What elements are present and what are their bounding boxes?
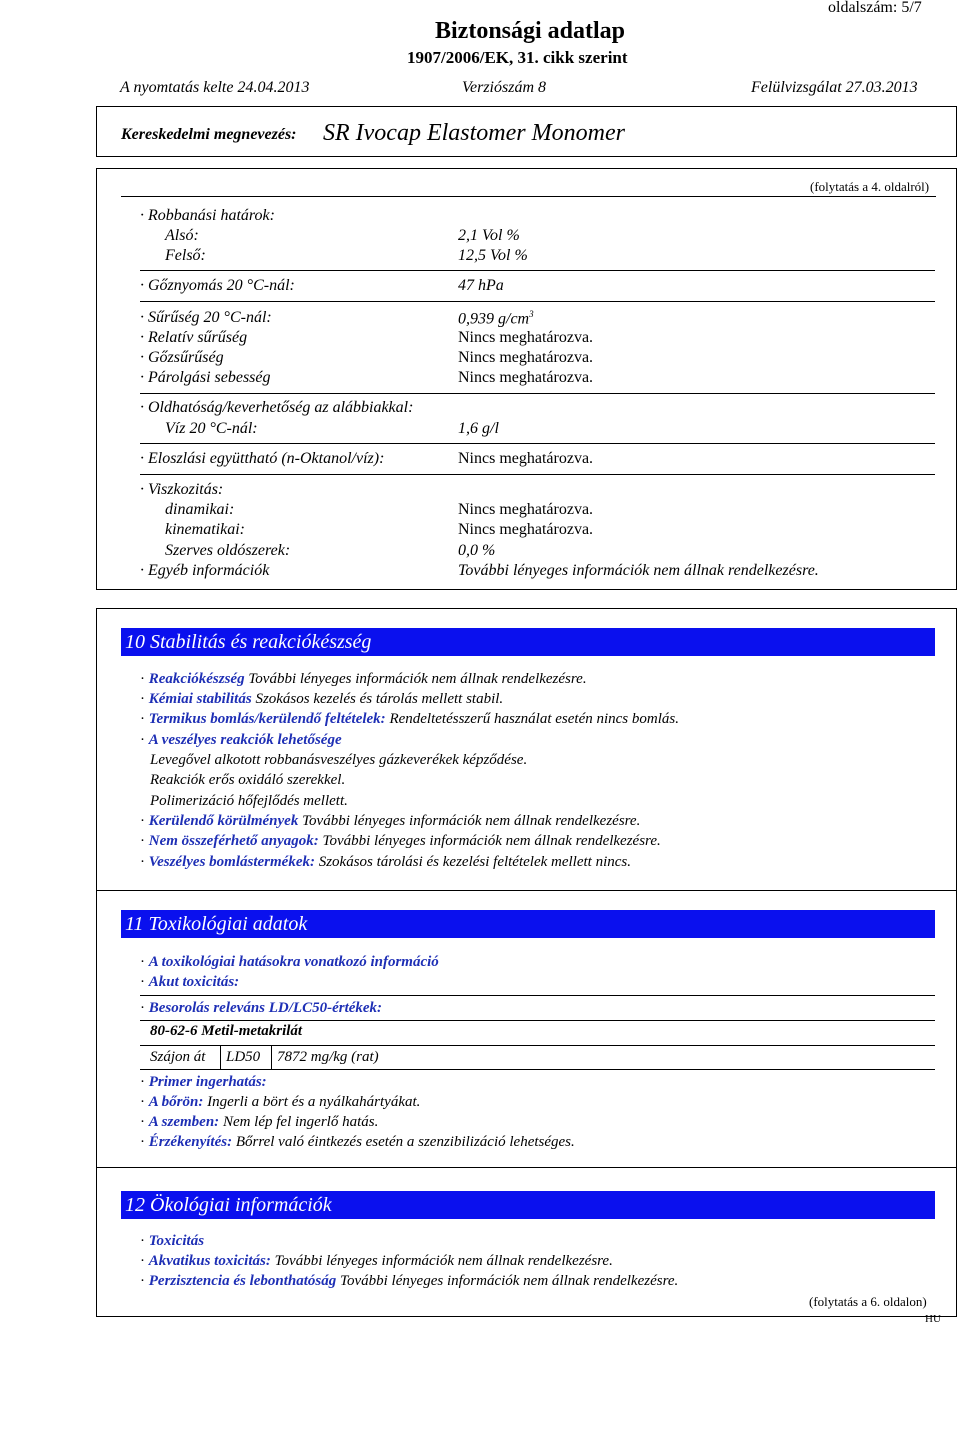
- sensitisation-line: · Érzékenyítés: Bőrrel való éintkezés esetén a szenzibilizáció lehetséges.: [140, 1134, 575, 1150]
- chemical-stability-line: · Kémiai stabilitás Szokásos kezelés és tárolás mellett stabil.: [140, 691, 504, 707]
- upper-limit-label: Felső:: [165, 247, 206, 264]
- incompatible-materials-line: · Nem összeférhető anyagok: További lényeges információk nem állnak rendelkezésre.: [140, 833, 661, 849]
- tox-info-label: · A toxikológiai hatásokra vonatkozó információ: [140, 954, 439, 970]
- persistence-line: · Perzisztencia és lebonthatóság További lényeges információk nem állnak rendelkezésre.: [140, 1273, 679, 1289]
- conditions-to-avoid-line: · Kerülendő körülmények További lényeges információk nem állnak rendelkezésre.: [140, 813, 641, 829]
- skin-effect-line: · A bőrön: Ingerli a bört és a nyálkahártyákat.: [140, 1094, 421, 1110]
- ld-values-label: · Besorolás releváns LD/LC50-értékek:: [140, 1000, 383, 1016]
- vapour-density-value: Nincs meghatározva.: [458, 349, 594, 366]
- divider: [140, 1045, 935, 1046]
- continued-on-note: (folytatás a 6. oldalon): [809, 1294, 927, 1309]
- hazardous-reaction-1: Levegővel alkotott robbanásveszélyes gázkeverékek képződése.: [150, 752, 528, 768]
- thermal-decomposition-line: · Termikus bomlás/kerülendő feltételek: Rendeltetésszerű használat esetén nincs bomlás.: [140, 711, 679, 727]
- divider: [140, 1069, 935, 1070]
- kinematic-viscosity-label: kinematikai:: [165, 521, 245, 538]
- section-10-heading: 10 Stabilitás és reakciókészség: [121, 628, 935, 656]
- hazardous-reactions-label: · A veszélyes reakciók lehetősége: [140, 732, 342, 748]
- explosion-limits-label: · Robbanási határok:: [140, 207, 275, 224]
- relative-density-label: · Relatív sűrűség: [140, 329, 248, 346]
- lower-limit-value: 2,1 Vol %: [458, 227, 520, 244]
- vapour-pressure-value: 47 hPa: [458, 277, 504, 294]
- evaporation-value: Nincs meghatározva.: [458, 369, 594, 386]
- section-11-heading: 11 Toxikológiai adatok: [121, 910, 935, 938]
- continued-from-note: (folytatás a 4. oldalról): [810, 179, 930, 194]
- solvents-label: Szerves oldószerek:: [165, 542, 291, 559]
- hazardous-reaction-2: Reakciók erős oxidáló szerekkel.: [150, 772, 346, 788]
- viscosity-label: · Viszkozitás:: [140, 481, 224, 498]
- partition-value: Nincs meghatározva.: [458, 450, 594, 467]
- trade-name-box: [96, 106, 957, 157]
- kinematic-viscosity-value: Nincs meghatározva.: [458, 521, 594, 538]
- substance-name: 80-62-6 Metil-metakrilát: [150, 1023, 303, 1039]
- upper-limit-value: 12,5 Vol %: [458, 247, 528, 264]
- divider: [140, 270, 935, 271]
- density-label: · Sűrűség 20 °C-nál:: [140, 309, 272, 326]
- solvents-value: 0,0 %: [458, 542, 496, 559]
- water-label: Víz 20 °C-nál:: [165, 420, 258, 437]
- divider: [140, 474, 935, 475]
- partition-label: · Eloszlási együttható (n-Oktanol/víz):: [140, 450, 385, 467]
- exposure-route: Szájon át: [150, 1049, 206, 1065]
- ld-value: 7872 mg/kg (rat): [277, 1049, 379, 1065]
- divider: [271, 1045, 272, 1069]
- version-number: Verziószám 8: [462, 79, 547, 96]
- toxicity-label: · Toxicitás: [140, 1233, 205, 1249]
- lower-limit-label: Alsó:: [165, 227, 199, 244]
- density-value: 0,939 $g/cm^3$: [458, 309, 534, 328]
- acute-toxicity-label: · Akut toxicitás:: [140, 974, 240, 990]
- language-code: HU: [925, 1313, 941, 1325]
- divider: [121, 196, 936, 197]
- divider: [140, 1020, 935, 1021]
- divider: [140, 995, 935, 996]
- document-subtitle: 1907/2006/EK, 31. cikk szerint: [407, 48, 628, 67]
- eye-effect-line: · A szemben: Nem lép fel ingerlő hatás.: [140, 1114, 379, 1130]
- revision-date: Felülvizsgálat 27.03.2013: [751, 79, 918, 96]
- divider: [140, 301, 935, 302]
- water-value: 1,6 g/l: [458, 420, 499, 437]
- primary-irritation-label: · Primer ingerhatás:: [140, 1074, 267, 1090]
- divider: [220, 1045, 221, 1069]
- print-date: A nyomtatás kelte 24.04.2013: [120, 79, 310, 96]
- evaporation-label: · Párolgási sebesség: [140, 369, 271, 386]
- reactivity-line: · Reakciókészség További lényeges információk nem állnak rendelkezésre.: [140, 671, 587, 687]
- ld-type: LD50: [226, 1049, 261, 1065]
- document-title: Biztonsági adatlap: [435, 18, 626, 44]
- aquatic-toxicity-line: · Akvatikus toxicitás: További lényeges információk nem állnak rendelkezésre.: [140, 1253, 613, 1269]
- dynamic-viscosity-value: Nincs meghatározva.: [458, 501, 594, 518]
- vapour-density-label: · Gőzsűrűség: [140, 349, 224, 366]
- divider: [140, 393, 935, 394]
- trade-name: SR Ivocap Elastomer Monomer: [323, 120, 625, 146]
- other-info-value: További lényeges információk nem állnak rendelkezésre.: [458, 562, 819, 579]
- other-info-label: · Egyéb információk: [140, 562, 270, 579]
- divider: [140, 443, 935, 444]
- solubility-label: · Oldhatóság/keverhetőség az alábbiakkal:: [140, 399, 414, 416]
- trade-name-label: Kereskedelmi megnevezés:: [121, 126, 297, 143]
- hazardous-reaction-3: Polimerizáció hőfejlődés mellett.: [150, 793, 348, 809]
- vapour-pressure-label: · Gőznyomás 20 °C-nál:: [140, 277, 295, 294]
- relative-density-value: Nincs meghatározva.: [458, 329, 594, 346]
- dynamic-viscosity-label: dinamikai:: [165, 501, 235, 518]
- decomposition-products-line: · Veszélyes bomlástermékek: Szokásos tárolási és kezelési feltételek mellett nincs.: [140, 854, 632, 870]
- page-number: oldalszám: 5/7: [828, 0, 922, 16]
- section-12-heading: 12 Ökológiai információk: [121, 1191, 935, 1219]
